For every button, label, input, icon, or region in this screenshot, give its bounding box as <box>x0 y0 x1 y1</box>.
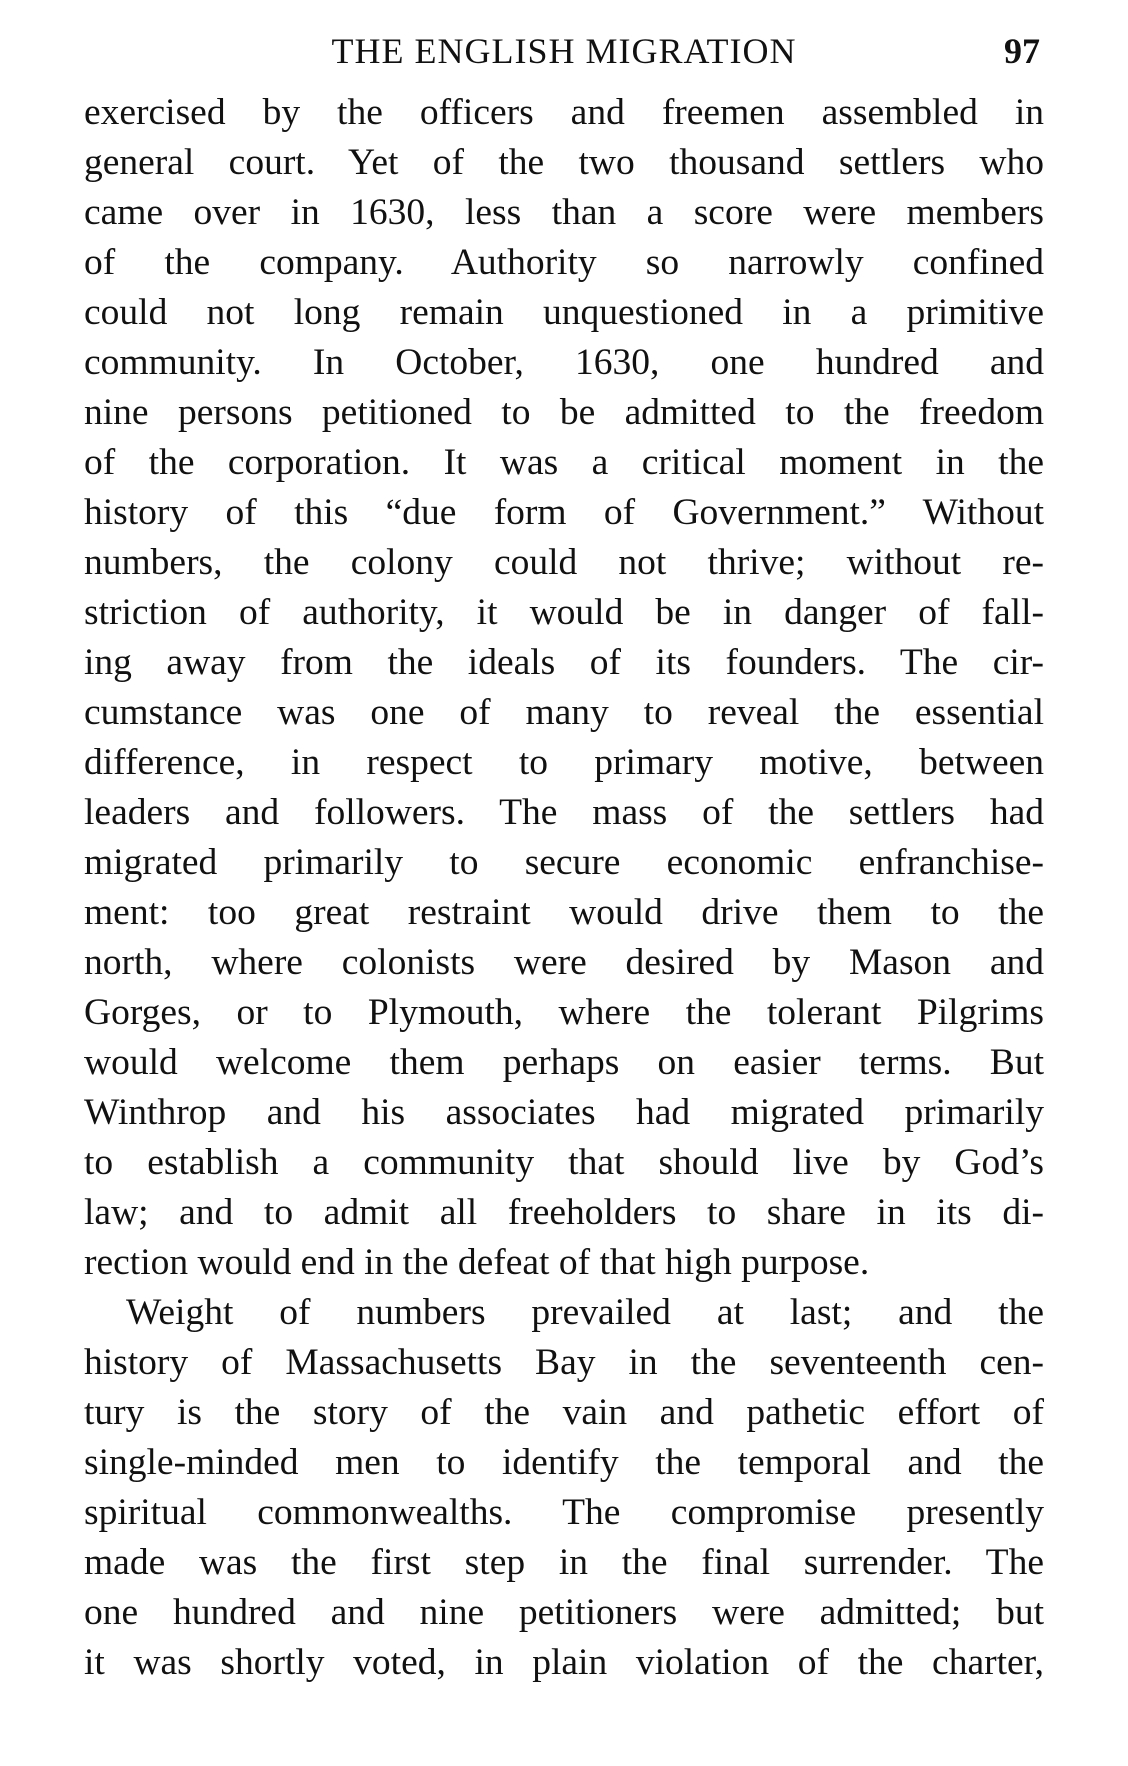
text-line: community. In October, 1630, one hundred and <box>84 342 1044 383</box>
text-line: difference, in respect to primary motive, between <box>84 742 1044 783</box>
text-line: to establish a community that should live by God’s <box>84 1142 1044 1183</box>
text-line: migrated primarily to secure economic enfranchise- <box>84 842 1044 883</box>
text-line: one hundred and nine petitioners were admitted; but <box>84 1592 1044 1633</box>
text-line: spiritual commonwealths. The compromise presently <box>84 1492 1044 1533</box>
text-line: of the corporation. It was a critical moment in the <box>84 442 1044 483</box>
text-line: single-minded men to identify the temporal and the <box>84 1442 1044 1483</box>
text-line: ment: too great restraint would drive them to the <box>84 892 1044 933</box>
running-title: THE ENGLISH MIGRATION <box>331 31 797 71</box>
text-line: leaders and followers. The mass of the settlers had <box>84 792 1044 833</box>
text-line: numbers, the colony could not thrive; without re- <box>84 542 1044 583</box>
text-line: Gorges, or to Plymouth, where the tolerant Pilgrims <box>84 992 1044 1033</box>
text-line: tury is the story of the vain and pathetic effort of <box>84 1392 1044 1433</box>
paragraph-start-line: Weight of numbers prevailed at last; and the <box>126 1292 1044 1333</box>
text-line: made was the first step in the final surrender. The <box>84 1542 1044 1583</box>
text-line: history of Massachusetts Bay in the seventeenth cen- <box>84 1342 1044 1383</box>
text-line: it was shortly voted, in plain violation of the charter, <box>84 1642 1044 1683</box>
text-line: would welcome them perhaps on easier terms. But <box>84 1042 1044 1083</box>
text-line: nine persons petitioned to be admitted to the freedom <box>84 392 1044 433</box>
text-line: law; and to admit all freeholders to share in its di- <box>84 1192 1044 1233</box>
text-line: history of this “due form of Government.” Without <box>84 492 1044 533</box>
body-text <box>84 88 1044 1688</box>
paragraph-end-line: rection would end in the defeat of that high purpose. <box>84 1242 870 1283</box>
running-head <box>80 30 1048 78</box>
text-line: came over in 1630, less than a score were members <box>84 192 1044 233</box>
text-line: cumstance was one of many to reveal the essential <box>84 692 1044 733</box>
text-line: of the company. Authority so narrowly confined <box>84 242 1044 283</box>
text-line: striction of authority, it would be in danger of fall- <box>84 592 1044 633</box>
text-line: could not long remain unquestioned in a primitive <box>84 292 1044 333</box>
page-number: 97 <box>1004 31 1040 71</box>
text-line: Winthrop and his associates had migrated primarily <box>84 1092 1044 1133</box>
text-line: exercised by the officers and freemen assembled in <box>84 92 1044 133</box>
text-line: ing away from the ideals of its founders. The cir- <box>84 642 1044 683</box>
text-line: north, where colonists were desired by Mason and <box>84 942 1044 983</box>
text-line: general court. Yet of the two thousand settlers who <box>84 142 1044 183</box>
